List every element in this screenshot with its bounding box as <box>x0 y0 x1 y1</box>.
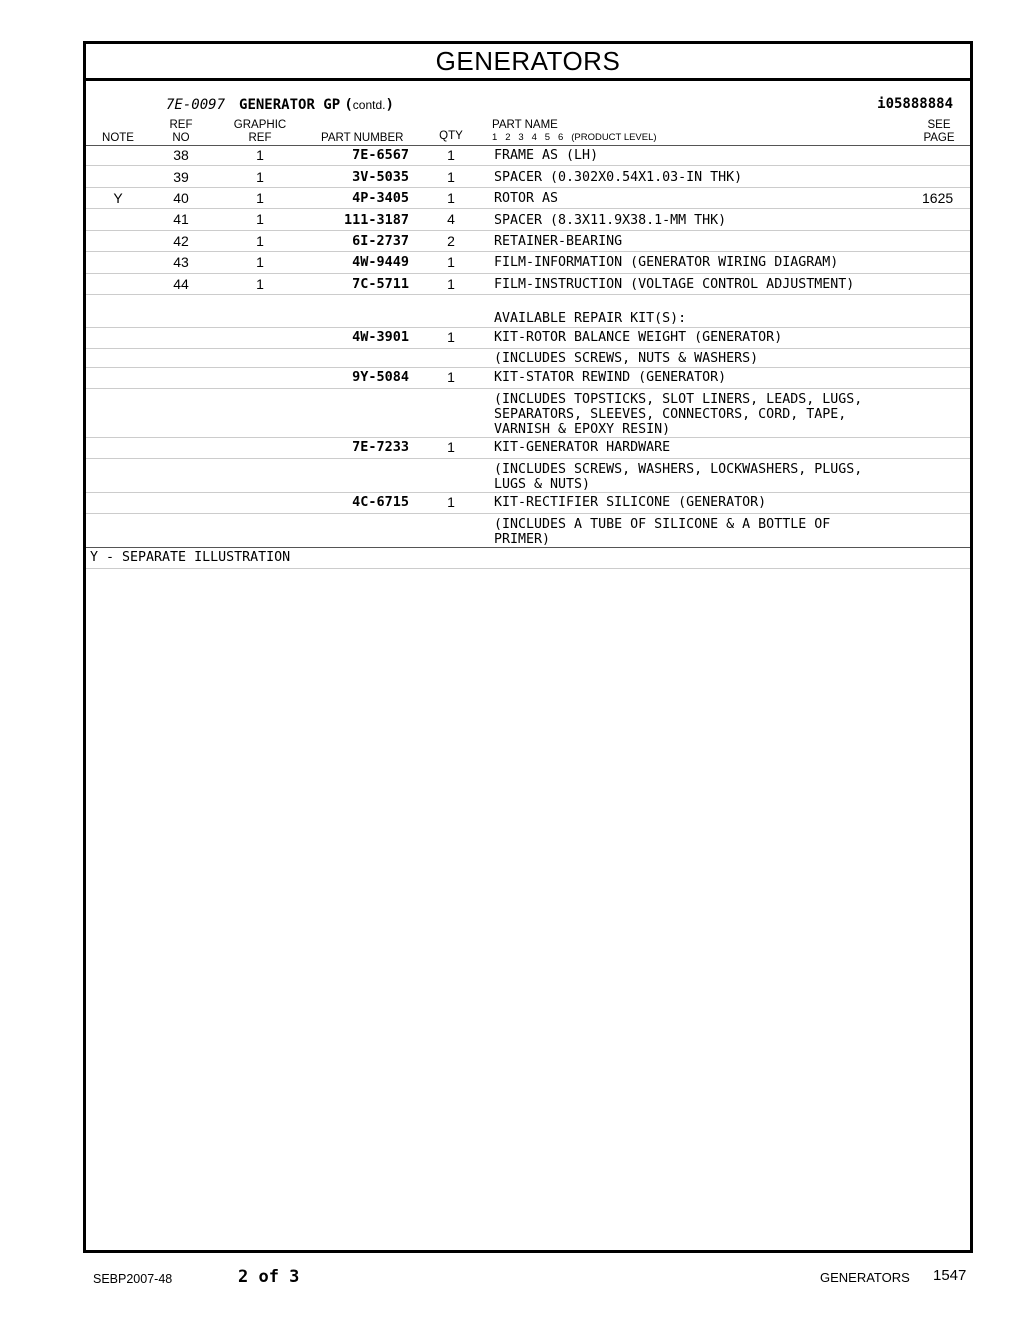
row-divider <box>86 208 970 209</box>
row-divider <box>86 165 970 166</box>
row-ref-no: 42 <box>173 233 189 249</box>
row-part-name: FRAME AS (LH) <box>494 148 599 163</box>
row-part-number: 111-3187 <box>343 212 409 228</box>
row-divider <box>86 187 970 188</box>
row-see-page: 1625 <box>922 190 954 206</box>
row-part-number: 4P-3405 <box>352 190 409 206</box>
kit-detail: (INCLUDES SCREWS, NUTS & WASHERS) <box>494 351 759 366</box>
group-contd: contd. <box>352 98 386 112</box>
kit-qty: 1 <box>447 369 455 385</box>
kit-part-number: 4C-6715 <box>352 494 409 510</box>
group-open-paren: ( <box>344 97 353 113</box>
row-graphic-ref: 1 <box>256 254 264 270</box>
row-part-name: FILM-INFORMATION (GENERATOR WIRING DIAGRAM) <box>494 255 839 270</box>
row-divider <box>86 251 970 252</box>
row-qty: 1 <box>447 254 455 270</box>
kit-part-number: 4W-3901 <box>352 329 409 345</box>
header-note: NOTE <box>102 132 134 144</box>
row-graphic-ref: 1 <box>256 190 264 206</box>
header-product-level: 1 2 3 4 5 6 (PRODUCT LEVEL) <box>492 132 657 143</box>
row-part-name: SPACER (8.3X11.9X38.1-MM THK) <box>494 213 727 228</box>
header-ref-no-2: NO <box>172 132 190 144</box>
row-ref-no: 39 <box>173 169 189 185</box>
row-qty: 2 <box>447 233 455 249</box>
row-divider <box>86 458 970 459</box>
header-divider <box>86 145 970 146</box>
row-graphic-ref: 1 <box>256 233 264 249</box>
group-ref: i05888884 <box>877 96 953 112</box>
row-graphic-ref: 1 <box>256 169 264 185</box>
row-part-number: 7C-5711 <box>352 276 409 292</box>
group-heading <box>166 96 394 113</box>
footer-page-of: 2 of 3 <box>238 1267 300 1287</box>
row-qty: 1 <box>447 169 455 185</box>
row-qty: 4 <box>447 211 455 227</box>
group-name: GENERATOR GP <box>239 97 341 113</box>
kit-name: KIT-RECTIFIER SILICONE (GENERATOR) <box>494 495 767 510</box>
row-divider <box>86 388 970 389</box>
row-part-name: SPACER (0.302X0.54X1.03-IN THK) <box>494 170 743 185</box>
table-end-divider <box>86 547 970 548</box>
row-part-number: 6I-2737 <box>352 233 409 249</box>
header-ref-no-1: REF <box>169 119 193 131</box>
row-ref-no: 41 <box>173 211 189 227</box>
section-title: GENERATORS <box>86 44 970 81</box>
footer-doc-id: SEBP2007-48 <box>93 1272 173 1286</box>
kit-part-number: 9Y-5084 <box>352 369 409 385</box>
row-ref-no: 44 <box>173 276 189 292</box>
row-qty: 1 <box>447 190 455 206</box>
row-part-number: 7E-6567 <box>352 147 409 163</box>
row-divider <box>86 513 970 514</box>
kit-name: KIT-GENERATOR HARDWARE <box>494 440 671 455</box>
row-part-name: ROTOR AS <box>494 191 559 206</box>
row-divider <box>86 437 970 438</box>
row-note: Y <box>113 190 123 206</box>
row-divider <box>86 273 970 274</box>
kit-detail: (INCLUDES A TUBE OF SILICONE & A BOTTLE OF PRIMER) <box>494 517 831 547</box>
footnote-divider <box>86 568 970 569</box>
row-ref-no: 40 <box>173 190 189 206</box>
row-part-name: RETAINER-BEARING <box>494 234 623 249</box>
page-frame <box>83 41 973 1253</box>
kit-name: KIT-STATOR REWIND (GENERATOR) <box>494 370 727 385</box>
row-ref-no: 38 <box>173 147 189 163</box>
kit-qty: 1 <box>447 439 455 455</box>
header-part-number: PART NUMBER <box>321 132 404 144</box>
header-part-name: PART NAME <box>492 119 558 131</box>
row-part-number: 4W-9449 <box>352 254 409 270</box>
footer-page-number: 1547 <box>933 1267 967 1284</box>
footer-section: GENERATORS <box>820 1270 910 1285</box>
row-graphic-ref: 1 <box>256 276 264 292</box>
header-graphic-ref-1: GRAPHIC <box>233 119 287 131</box>
row-divider <box>86 492 970 493</box>
kits-heading: AVAILABLE REPAIR KIT(S): <box>494 311 687 326</box>
header-see-page-1: SEE <box>927 119 951 131</box>
row-divider <box>86 294 970 295</box>
row-part-name: FILM-INSTRUCTION (VOLTAGE CONTROL ADJUSTMENT) <box>494 277 855 292</box>
kit-qty: 1 <box>447 329 455 345</box>
group-close-paren: ) <box>385 97 394 113</box>
kit-qty: 1 <box>447 494 455 510</box>
kit-detail: (INCLUDES SCREWS, WASHERS, LOCKWASHERS, PLUGS, LUGS & NUTS) <box>494 462 863 492</box>
header-see-page-2: PAGE <box>923 132 955 144</box>
kit-name: KIT-ROTOR BALANCE WEIGHT (GENERATOR) <box>494 330 783 345</box>
footnote: Y - SEPARATE ILLUSTRATION <box>90 550 291 565</box>
row-graphic-ref: 1 <box>256 211 264 227</box>
row-divider <box>86 367 970 368</box>
header-qty: QTY <box>439 130 463 142</box>
kit-detail: (INCLUDES TOPSTICKS, SLOT LINERS, LEADS, LUGS, SEPARATORS, SLEEVES, CONNECTORS, CORD, TAPE, VARNISH & EPOXY RESIN) <box>494 392 863 437</box>
row-graphic-ref: 1 <box>256 147 264 163</box>
row-divider <box>86 348 970 349</box>
row-qty: 1 <box>447 276 455 292</box>
row-qty: 1 <box>447 147 455 163</box>
header-graphic-ref-2: REF <box>248 132 272 144</box>
kit-part-number: 7E-7233 <box>352 439 409 455</box>
row-ref-no: 43 <box>173 254 189 270</box>
row-divider <box>86 230 970 231</box>
row-divider <box>86 327 970 328</box>
row-part-number: 3V-5035 <box>352 169 409 185</box>
group-id: 7E-0097 <box>166 97 226 113</box>
